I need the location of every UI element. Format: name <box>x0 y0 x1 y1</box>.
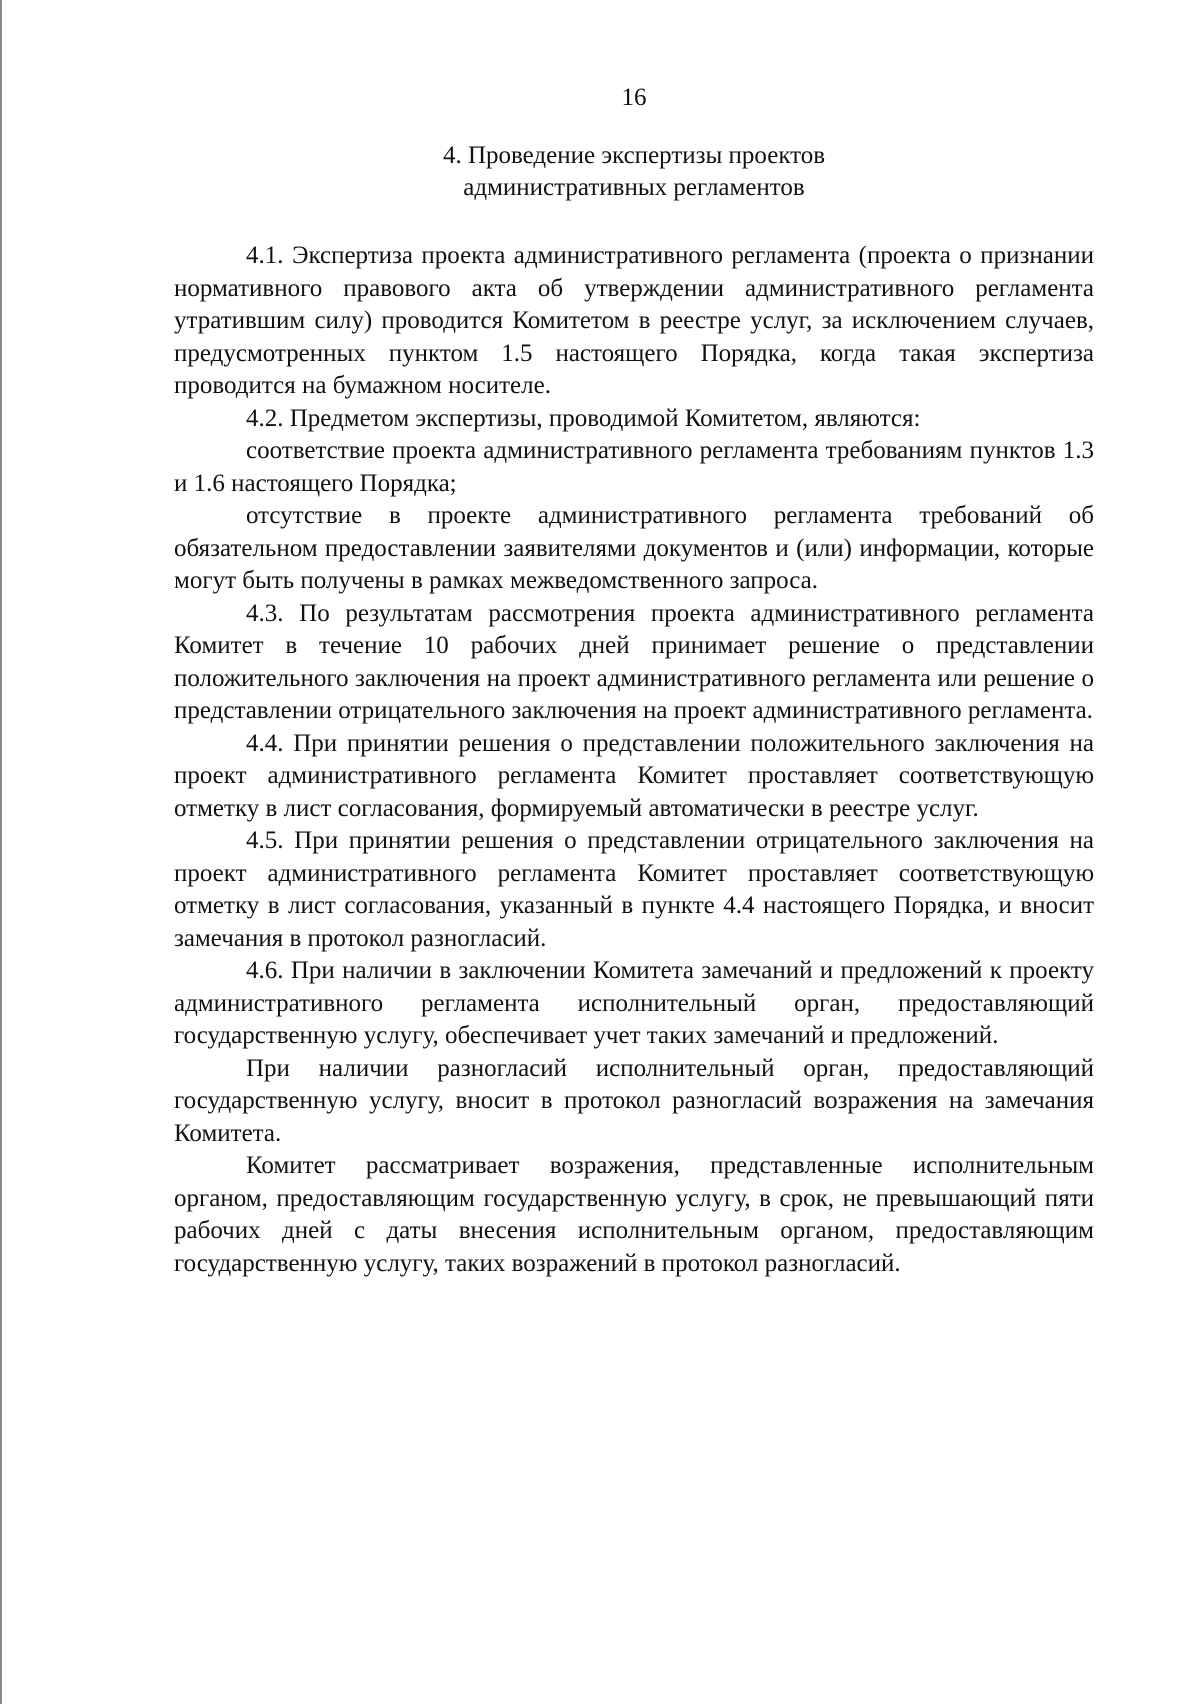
section-title-line-2: административных регламентов <box>463 174 805 201</box>
paragraph-4-4: 4.4. При принятии решения о представлении положительного заключения на проект административного регламента Комитет проставляет соответствующую отметку в лист согласования, формируемый автоматически в реестре услуг. <box>174 729 1094 822</box>
paragraph-4-3: 4.3. По результатам рассмотрения проекта административного регламента Комитет в течение 10 рабочих дней принимает решение о представлении положительного заключения на проект административного регламента или решение о представлении отрицательного заключения на проект административного регламента. <box>174 599 1094 724</box>
paragraph-committee-review: Комитет рассматривает возражения, представленные исполнительным органом, предоставляющим государственную услугу, в срок, не превышающий пяти рабочих дней с даты внесения исполнительным органом, предоставляющим государственную услугу, таких возражений в протокол разногласий. <box>174 1152 1094 1277</box>
paragraph-4-6: 4.6. При наличии в заключении Комитета замечаний и предложений к проекту административного регламента исполнительный орган, предоставляющий государственную услугу, обеспечивает учет таких замечаний и предложений. <box>174 957 1094 1049</box>
paragraph-4-2-item-2: отсутствие в проекте административного регламента требований об обязательном предоставлении заявителями документов и (или) информации, которые могут быть получены в рамках межведомственного запроса. <box>174 502 1094 594</box>
paragraph-disagreements: При наличии разногласий исполнительный орган, предоставляющий государственную услугу, вносит в протокол разногласий возражения на замечания Комитета. <box>174 1054 1094 1147</box>
paragraph-4-1: 4.1. Экспертиза проекта административного регламента (проекта о признании нормативного правового акта об утверждении административного регламента утратившим силу) проводится Комитетом в реестре услуг, за исключением случаев, предусмотренных пунктом 1.5 настоящего Порядка, когда такая экспертиза проводится на бумажном носителе. <box>174 242 1094 399</box>
section-title <box>174 140 1094 204</box>
section-title-line-1: 4. Проведение экспертизы проектов <box>442 142 826 169</box>
paragraph-4-2: 4.2. Предметом экспертизы, проводимой Комитетом, являются: <box>246 404 921 432</box>
paragraph-4-2-item-1: соответствие проекта административного регламента требованиям пунктов 1.3 и 1.6 настоящего Порядка; <box>174 437 1094 497</box>
document-body <box>174 82 1094 1280</box>
page-number: 16 <box>621 84 647 111</box>
paragraph-4-5: 4.5. При принятии решения о представлении отрицательного заключения на проект административного регламента Комитет проставляет соответствующую отметку в лист согласования, указанный в пункте 4.4 настоящего Порядка, и вносит замечания в протокол разногласий. <box>174 827 1094 952</box>
